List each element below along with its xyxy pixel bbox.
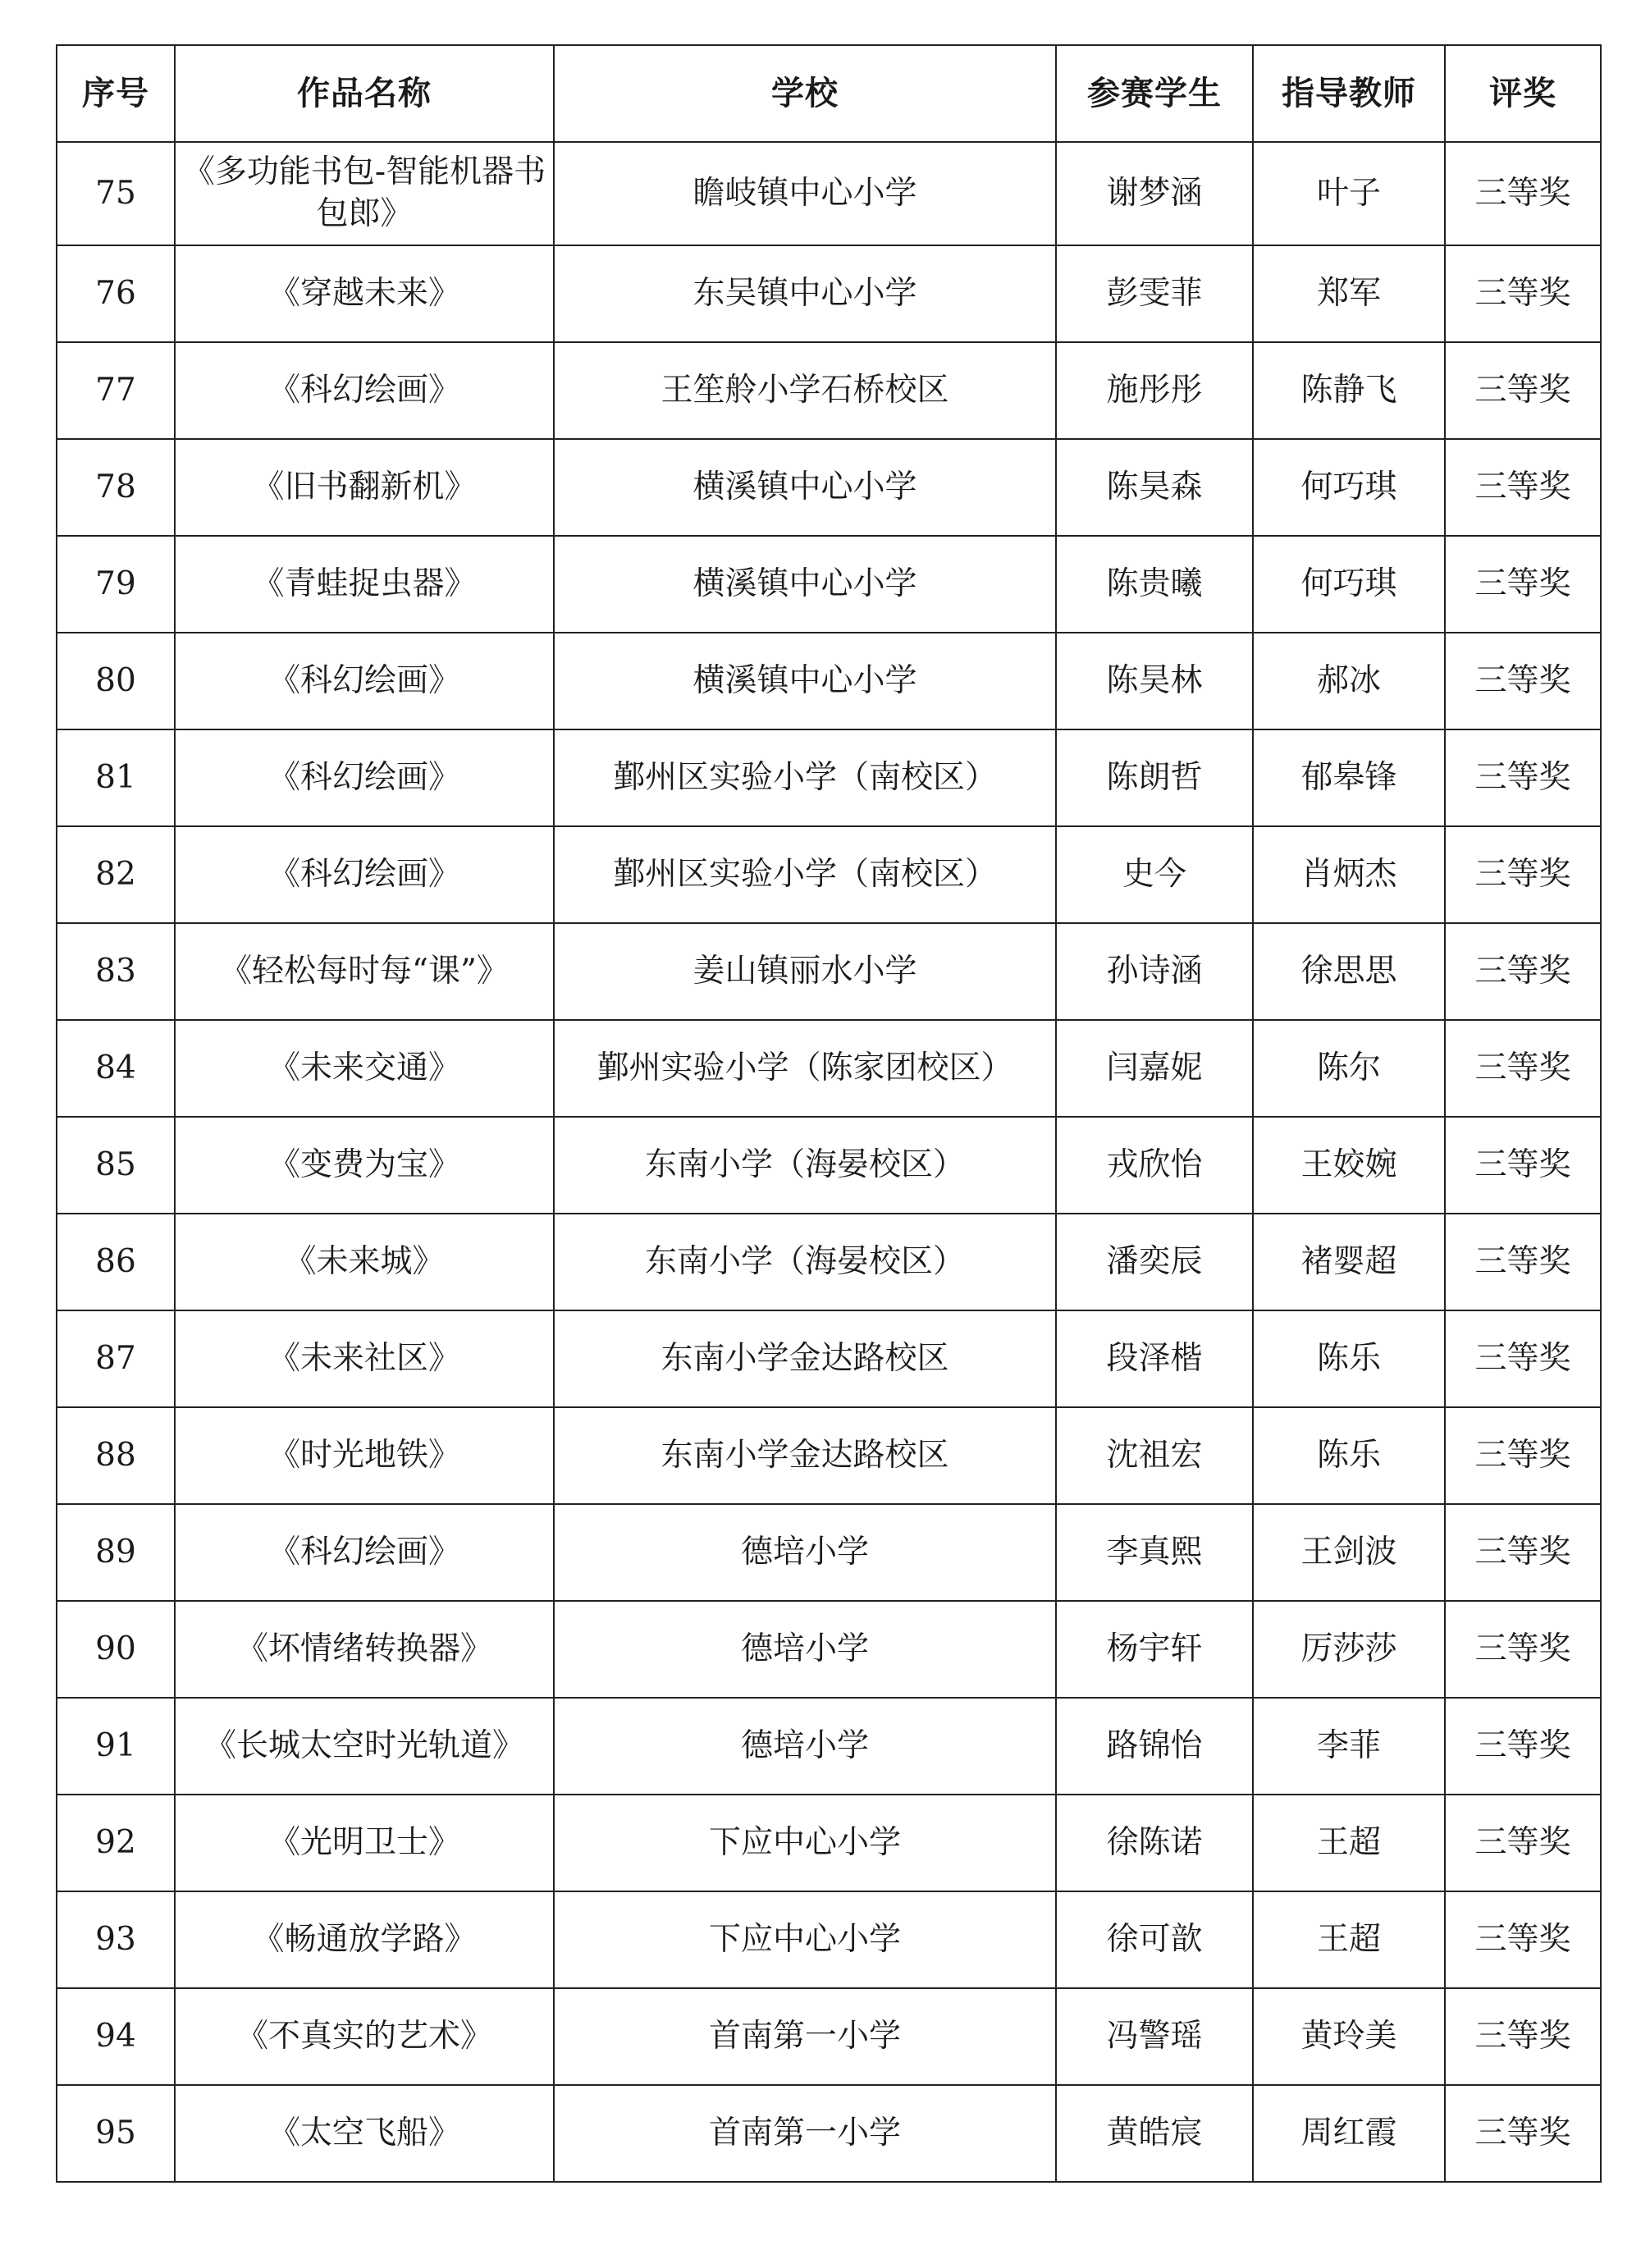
table-row [57,1504,1601,1601]
cell-teacher: 陈尔 [1253,1020,1445,1117]
cell-teacher: 郑军 [1253,245,1445,342]
cell-award: 三等奖 [1445,633,1601,729]
cell-award: 三等奖 [1445,2085,1601,2182]
cell-school: 东南小学（海晏校区） [554,1214,1056,1310]
cell-award: 三等奖 [1445,1214,1601,1310]
cell-award: 三等奖 [1445,342,1601,439]
cell-no: 93 [57,1891,175,1988]
cell-student: 潘奕辰 [1056,1214,1253,1310]
table-row [57,633,1601,729]
cell-no: 82 [57,826,175,923]
cell-title: 《坏情绪转换器》 [175,1601,554,1698]
cell-school: 东南小学（海晏校区） [554,1117,1056,1214]
cell-school: 德培小学 [554,1601,1056,1698]
table-row [57,245,1601,342]
cell-student: 黄皓宸 [1056,2085,1253,2182]
header-no: 序号 [57,45,175,142]
table-row [57,1891,1601,1988]
cell-student: 杨宇轩 [1056,1601,1253,1698]
cell-student: 陈昊森 [1056,439,1253,536]
cell-no: 84 [57,1020,175,1117]
cell-award: 三等奖 [1445,1698,1601,1795]
table-row [57,1698,1601,1795]
cell-school: 瞻岐镇中心小学 [554,142,1056,245]
cell-student: 陈昊林 [1056,633,1253,729]
cell-award: 三等奖 [1445,1795,1601,1891]
table-row [57,2085,1601,2182]
cell-title: 《旧书翻新机》 [175,439,554,536]
cell-award: 三等奖 [1445,826,1601,923]
cell-award: 三等奖 [1445,1601,1601,1698]
cell-school: 横溪镇中心小学 [554,633,1056,729]
header-title: 作品名称 [175,45,554,142]
cell-award: 三等奖 [1445,1891,1601,1988]
cell-student: 陈朗哲 [1056,729,1253,826]
cell-school: 首南第一小学 [554,2085,1056,2182]
cell-award: 三等奖 [1445,1117,1601,1214]
cell-student: 闫嘉妮 [1056,1020,1253,1117]
header-award: 评奖 [1445,45,1601,142]
cell-student: 段泽楷 [1056,1310,1253,1407]
award-table [56,44,1602,2183]
cell-title: 《轻松每时每“课”》 [175,923,554,1020]
cell-no: 86 [57,1214,175,1310]
table-row [57,536,1601,633]
cell-title: 《长城太空时光轨道》 [175,1698,554,1795]
cell-no: 80 [57,633,175,729]
cell-student: 谢梦涵 [1056,142,1253,245]
cell-award: 三等奖 [1445,245,1601,342]
cell-student: 孙诗涵 [1056,923,1253,1020]
cell-teacher: 王剑波 [1253,1504,1445,1601]
cell-title: 《科幻绘画》 [175,826,554,923]
cell-award: 三等奖 [1445,923,1601,1020]
table-row [57,1310,1601,1407]
cell-no: 83 [57,923,175,1020]
cell-award: 三等奖 [1445,1020,1601,1117]
table-row [57,342,1601,439]
header-student: 参赛学生 [1056,45,1253,142]
cell-no: 92 [57,1795,175,1891]
table-row [57,142,1601,245]
cell-title: 《多功能书包-智能机器书包郎》 [175,142,554,245]
cell-title: 《未来城》 [175,1214,554,1310]
cell-school: 横溪镇中心小学 [554,536,1056,633]
cell-teacher: 王姣婉 [1253,1117,1445,1214]
cell-teacher: 褚婴超 [1253,1214,1445,1310]
cell-school: 王笙舲小学石桥校区 [554,342,1056,439]
header-teacher: 指导教师 [1253,45,1445,142]
cell-no: 85 [57,1117,175,1214]
cell-no: 91 [57,1698,175,1795]
cell-teacher: 王超 [1253,1795,1445,1891]
cell-no: 94 [57,1988,175,2085]
cell-teacher: 李菲 [1253,1698,1445,1795]
cell-school: 下应中心小学 [554,1795,1056,1891]
cell-teacher: 陈乐 [1253,1310,1445,1407]
cell-title: 《科幻绘画》 [175,342,554,439]
cell-school: 下应中心小学 [554,1891,1056,1988]
cell-title: 《畅通放学路》 [175,1891,554,1988]
cell-no: 78 [57,439,175,536]
cell-award: 三等奖 [1445,1988,1601,2085]
cell-no: 95 [57,2085,175,2182]
cell-no: 87 [57,1310,175,1407]
cell-title: 《变费为宝》 [175,1117,554,1214]
cell-no: 81 [57,729,175,826]
cell-school: 姜山镇丽水小学 [554,923,1056,1020]
cell-student: 沈祖宏 [1056,1407,1253,1504]
cell-student: 彭雯菲 [1056,245,1253,342]
cell-teacher: 何巧琪 [1253,536,1445,633]
cell-no: 79 [57,536,175,633]
cell-title: 《光明卫士》 [175,1795,554,1891]
cell-student: 路锦怡 [1056,1698,1253,1795]
cell-student: 史今 [1056,826,1253,923]
cell-title: 《太空飞船》 [175,2085,554,2182]
cell-no: 89 [57,1504,175,1601]
cell-no: 76 [57,245,175,342]
cell-school: 德培小学 [554,1504,1056,1601]
cell-teacher: 郁皋锋 [1253,729,1445,826]
cell-school: 鄞州区实验小学（南校区） [554,729,1056,826]
cell-no: 90 [57,1601,175,1698]
cell-award: 三等奖 [1445,1407,1601,1504]
table-row [57,826,1601,923]
table-row [57,1117,1601,1214]
table-row [57,1795,1601,1891]
cell-teacher: 厉莎莎 [1253,1601,1445,1698]
cell-teacher: 周红霞 [1253,2085,1445,2182]
cell-student: 李真熙 [1056,1504,1253,1601]
cell-title: 《时光地铁》 [175,1407,554,1504]
cell-no: 75 [57,142,175,245]
cell-student: 徐可歆 [1056,1891,1253,1988]
cell-teacher: 陈静飞 [1253,342,1445,439]
cell-title: 《未来交通》 [175,1020,554,1117]
cell-award: 三等奖 [1445,439,1601,536]
cell-title: 《未来社区》 [175,1310,554,1407]
cell-school: 东南小学金达路校区 [554,1407,1056,1504]
cell-title: 《不真实的艺术》 [175,1988,554,2085]
table-row [57,1601,1601,1698]
cell-student: 陈贵曦 [1056,536,1253,633]
cell-teacher: 叶子 [1253,142,1445,245]
cell-school: 东南小学金达路校区 [554,1310,1056,1407]
cell-student: 施彤彤 [1056,342,1253,439]
cell-school: 德培小学 [554,1698,1056,1795]
cell-student: 徐陈诺 [1056,1795,1253,1891]
cell-school: 鄞州实验小学（陈家团校区） [554,1020,1056,1117]
cell-no: 88 [57,1407,175,1504]
cell-title: 《科幻绘画》 [175,729,554,826]
cell-school: 鄞州区实验小学（南校区） [554,826,1056,923]
cell-student: 戎欣怡 [1056,1117,1253,1214]
cell-teacher: 郝冰 [1253,633,1445,729]
cell-teacher: 何巧琪 [1253,439,1445,536]
cell-award: 三等奖 [1445,1310,1601,1407]
header-row [57,45,1601,142]
cell-award: 三等奖 [1445,142,1601,245]
table-row [57,1214,1601,1310]
cell-school: 东吴镇中心小学 [554,245,1056,342]
table-row [57,439,1601,536]
cell-award: 三等奖 [1445,1504,1601,1601]
cell-school: 首南第一小学 [554,1988,1056,2085]
cell-award: 三等奖 [1445,729,1601,826]
table-row [57,1988,1601,2085]
table-row [57,729,1601,826]
table-row [57,923,1601,1020]
cell-award: 三等奖 [1445,536,1601,633]
cell-school: 横溪镇中心小学 [554,439,1056,536]
cell-teacher: 陈乐 [1253,1407,1445,1504]
cell-no: 77 [57,342,175,439]
header-school: 学校 [554,45,1056,142]
cell-teacher: 徐思思 [1253,923,1445,1020]
cell-teacher: 黄玲美 [1253,1988,1445,2085]
cell-teacher: 王超 [1253,1891,1445,1988]
cell-title: 《科幻绘画》 [175,1504,554,1601]
cell-teacher: 肖炳杰 [1253,826,1445,923]
table-row [57,1020,1601,1117]
cell-title: 《青蛙捉虫器》 [175,536,554,633]
cell-student: 冯警瑶 [1056,1988,1253,2085]
cell-title: 《科幻绘画》 [175,633,554,729]
table-row [57,1407,1601,1504]
cell-title: 《穿越未来》 [175,245,554,342]
